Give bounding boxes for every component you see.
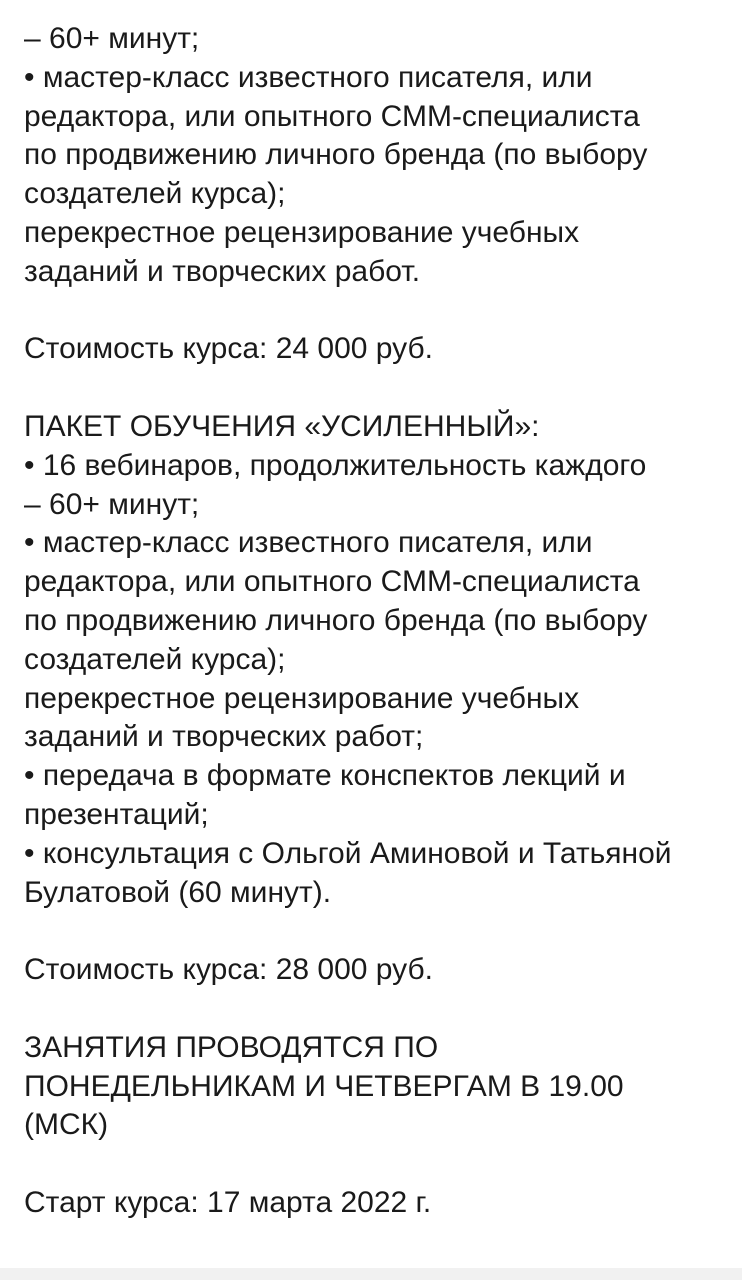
schedule-line: (МСК) (24, 1108, 109, 1142)
text-line: заданий и творческих работ. (24, 254, 421, 288)
text-line: по продвижению личного бренда (по выбору (24, 138, 648, 172)
price-line: Стоимость курса: 28 000 руб. (24, 953, 433, 987)
text-line: редактора, или опытного СММ-специалиста (24, 99, 640, 133)
blank-line (24, 990, 724, 1029)
text-line: перекрестное рецензирование учебных (24, 681, 580, 715)
text-line: перекрестное рецензирование учебных (24, 215, 580, 249)
text-line: • мастер-класс известного писателя, или (24, 60, 593, 94)
text-line: создателей курса); (24, 177, 286, 211)
text-line: – 60+ минут; (24, 487, 200, 521)
blank-line (24, 912, 724, 951)
text-line: заданий и творческих работ; (24, 720, 424, 754)
text-line: редактора, или опытного СММ-специалиста (24, 565, 640, 599)
text-line: • консультация с Ольгой Аминовой и Татьяной (24, 836, 672, 870)
package-heading: ПАКЕТ ОБУЧЕНИЯ «УСИЛЕННЫЙ»: (24, 409, 540, 443)
blank-line (24, 292, 724, 331)
price-line: Стоимость курса: 24 000 руб. (24, 332, 433, 366)
text-line: • мастер-класс известного писателя, или (24, 526, 593, 560)
text-line: Булатовой (60 минут). (24, 875, 332, 909)
schedule-line: ПОНЕДЕЛЬНИКАМ И ЧЕТВЕРГАМ В 19.00 (24, 1069, 624, 1103)
blank-line (24, 1145, 724, 1184)
blank-line (24, 369, 724, 408)
schedule-line: ЗАНЯТИЯ ПРОВОДЯТСЯ ПО (24, 1030, 439, 1064)
text-line: создателей курса); (24, 642, 286, 676)
message-text (24, 20, 724, 1223)
bottom-edge (0, 1268, 742, 1280)
text-line: • передача в формате конспектов лекций и (24, 759, 626, 793)
text-line: презентаций; (24, 797, 209, 831)
start-date-line: Старт курса: 17 марта 2022 г. (24, 1185, 432, 1219)
text-line: • 16 вебинаров, продолжительность каждого (24, 448, 647, 482)
text-line: – 60+ минут; (24, 22, 200, 55)
text-line: по продвижению личного бренда (по выбору (24, 603, 648, 637)
